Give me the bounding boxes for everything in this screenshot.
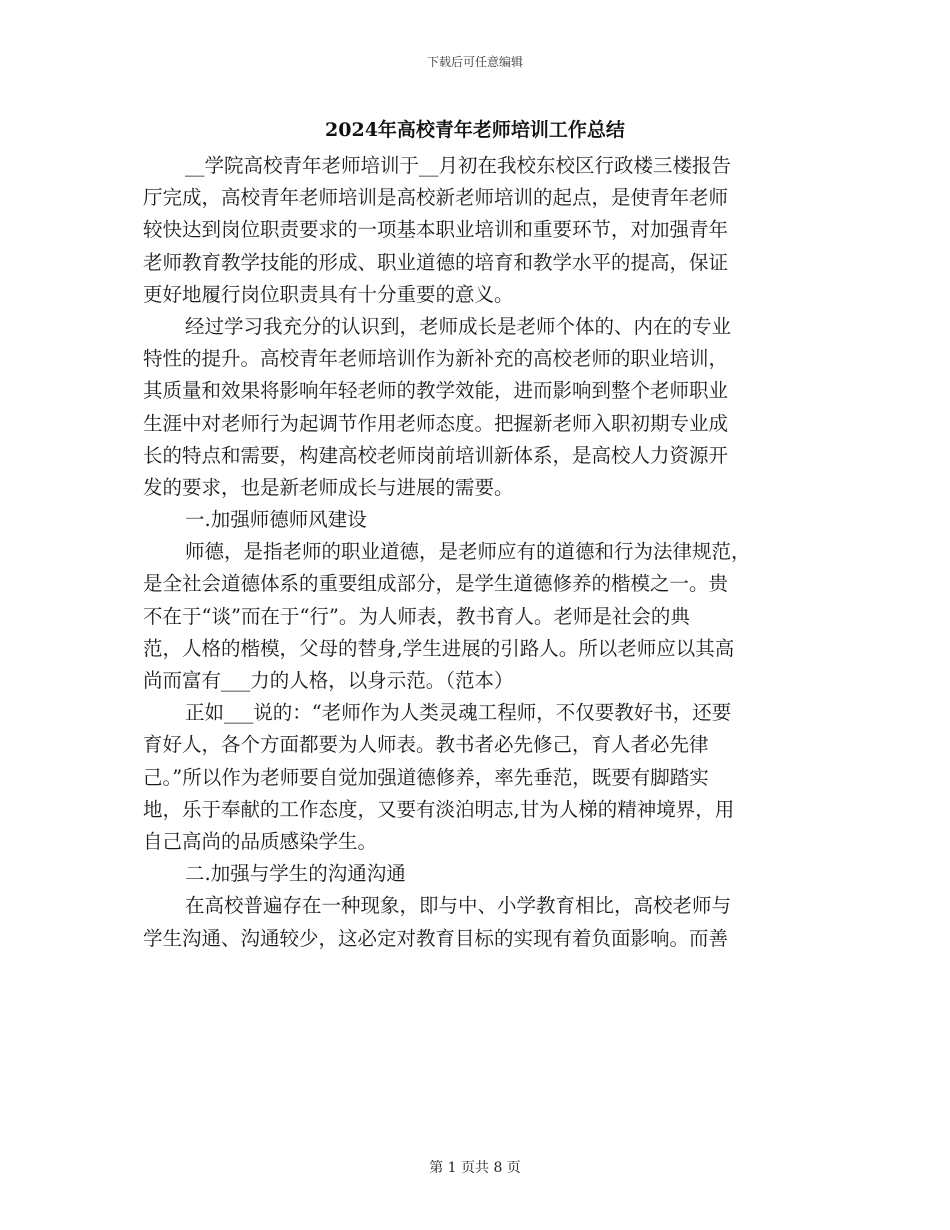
- text-line: 老师教育教学技能的形成、职业道德的培育和教学水平的提高，保证: [143, 250, 729, 274]
- text-line: 发的要求，也是新老师成长与进展的需要。: [143, 475, 514, 499]
- text-line: 长的特点和需要，构建高校老师岗前培训新体系，是高校人力资源开: [143, 443, 729, 467]
- text-line: 在高校普遍存在一种现象，即与中、小学教育相比，高校老师与: [185, 894, 732, 918]
- page-footer: 第 1 页共 8 页: [429, 1160, 521, 1176]
- text-line: 生涯中对老师行为起调节作用老师态度。把握新老师入职初期专业成: [143, 411, 729, 435]
- text-line: 经过学习我充分的认识到，老师成长是老师个体的、内在的专业: [185, 314, 732, 338]
- text-line: 师德，是指老师的职业道德，是老师应有的道德和行为法律规范，: [185, 540, 751, 564]
- header-note: 下载后可任意编辑: [426, 55, 523, 69]
- text-line: 是全社会道德体系的重要组成部分，是学生道德修养的楷模之一。贵: [143, 572, 729, 596]
- text-line: 育好人，各个方面都要为人师表。教书者必先修己，育人者必先律: [143, 733, 709, 757]
- text-line: 地，乐于奉献的工作态度，又要有淡泊明志,甘为人梯的精神境界，用: [143, 797, 735, 821]
- document-body: [143, 150, 808, 955]
- text-line: 不在于“谈”而在于“行”。为人师表，教书育人。老师是社会的典: [143, 604, 690, 628]
- text-line: 正如___说的：“老师作为人类灵魂工程师，不仅要教好书，还要: [185, 701, 732, 725]
- text-line: 一.加强师德师风建设: [185, 508, 367, 532]
- text-line: 特性的提升。高校青年老师培训作为新补充的高校老师的职业培训，: [143, 347, 729, 371]
- text-line: 学生沟通、沟通较少，这必定对教育目标的实现有着负面影响。而善: [143, 926, 729, 950]
- text-line: 尚而富有___力的人格，以身示范。（范本）: [143, 669, 514, 692]
- text-line: 厅完成，高校青年老师培训是高校新老师培训的起点，是使青年老师: [143, 186, 729, 210]
- text-line: 范，人格的楷模，父母的替身,学生进展的引路人。所以老师应以其高: [143, 636, 735, 660]
- text-line: 较快达到岗位职责要求的一项基本职业培训和重要环节，对加强青年: [143, 218, 729, 242]
- text-line: 更好地履行岗位职责具有十分重要的意义。: [143, 282, 514, 306]
- text-line: 自己高尚的品质感染学生。: [143, 829, 378, 853]
- text-line: 己。”所以作为老师要自觉加强道德修养，率先垂范，既要有脚踏实: [143, 765, 709, 789]
- text-line: __学院高校青年老师培训于__月初在我校东校区行政楼三楼报告: [185, 154, 732, 177]
- text-line: 其质量和效果将影响年轻老师的教学效能，进而影响到整个老师职业: [143, 379, 729, 403]
- document-title: 2024年高校青年老师培训工作总结: [325, 119, 625, 141]
- text-line: 二.加强与学生的沟通沟通: [185, 862, 406, 886]
